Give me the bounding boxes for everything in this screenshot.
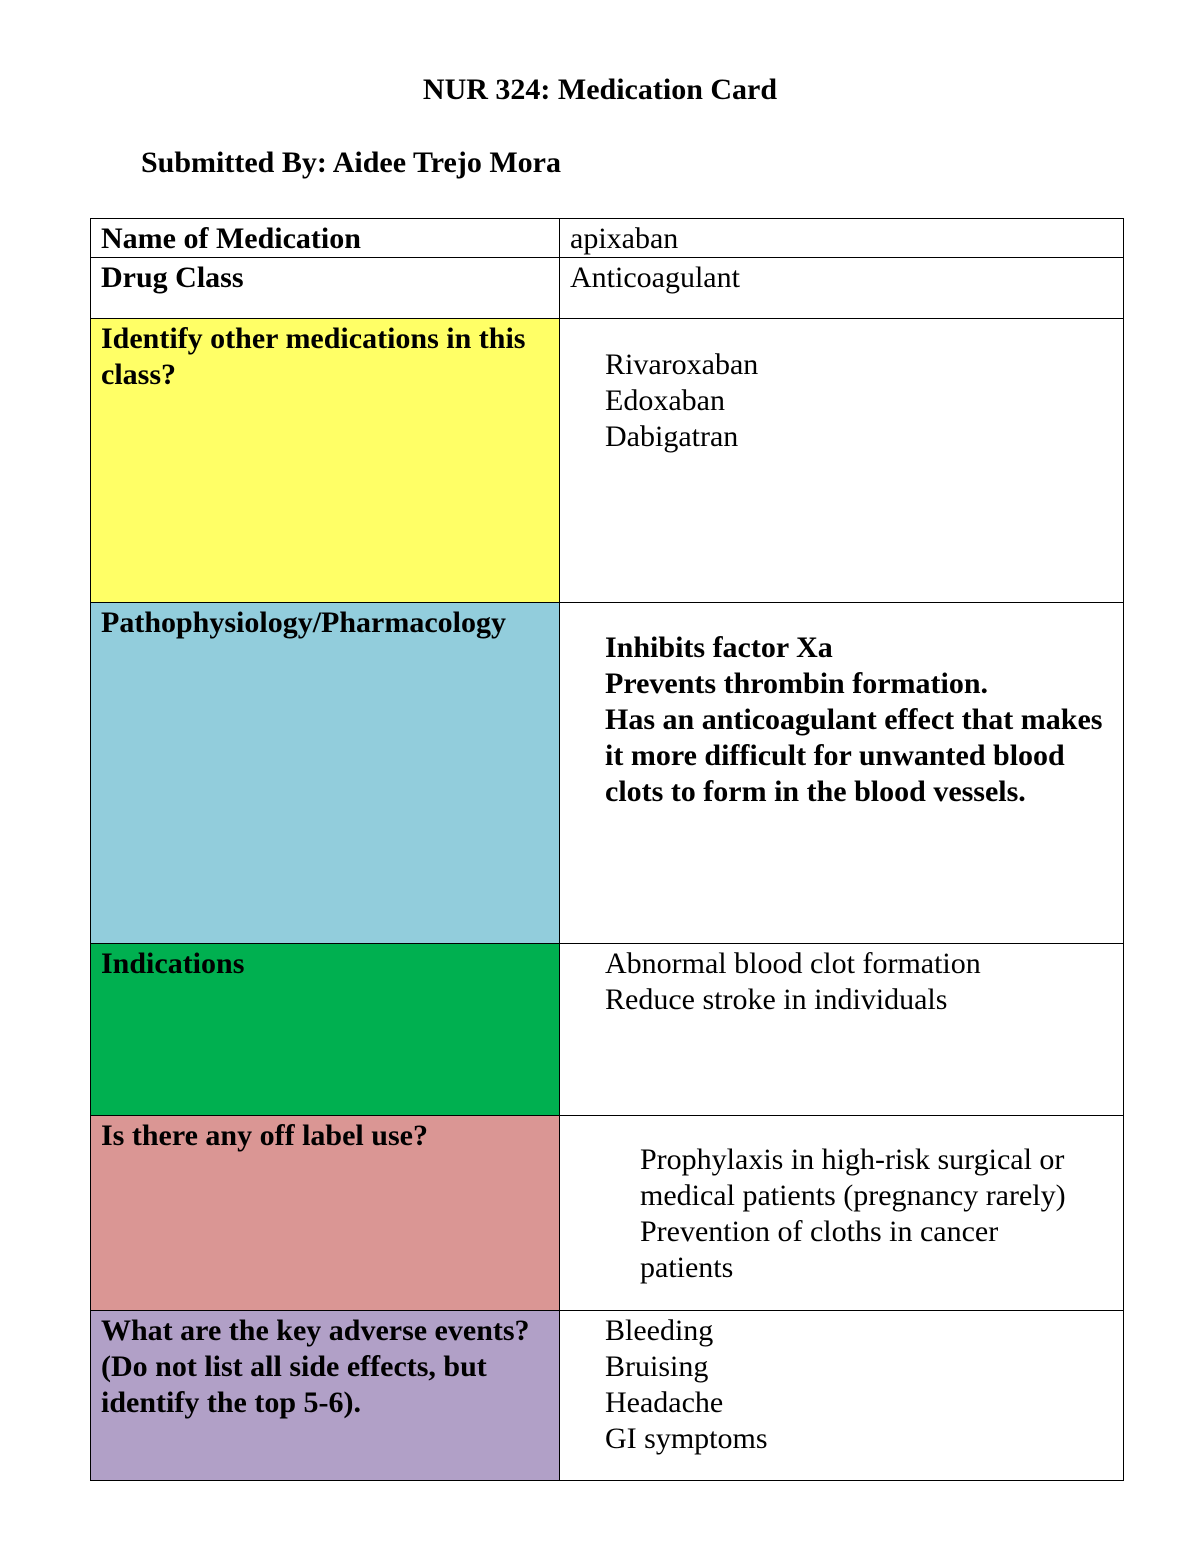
page-title: NUR 324: Medication Card bbox=[422, 73, 778, 106]
value-off-label-use bbox=[560, 1116, 1124, 1311]
value-name-of-medication: apixaban bbox=[560, 219, 1124, 258]
list-item: GI symptoms bbox=[605, 1422, 768, 1455]
table-row-pathophysiology bbox=[91, 603, 1124, 944]
label-indications: Indications bbox=[91, 944, 560, 1116]
list-item: Edoxaban bbox=[605, 384, 725, 417]
list-item: Headache bbox=[605, 1386, 724, 1419]
table-row-adverse-events bbox=[91, 1311, 1124, 1481]
table-row-name bbox=[91, 219, 1124, 258]
list-item: Bleeding bbox=[605, 1314, 714, 1347]
label-drug-class: Drug Class bbox=[91, 258, 560, 319]
list-item: Prevention of cloths in cancer patients bbox=[640, 1215, 999, 1284]
label-pathophysiology: Pathophysiology/Pharmacology bbox=[91, 603, 560, 944]
label-name-of-medication: Name of Medication bbox=[91, 219, 560, 258]
value-pathophysiology bbox=[560, 603, 1124, 944]
list-item: Abnormal blood clot formation bbox=[605, 947, 981, 980]
medication-card-table bbox=[90, 218, 1124, 1481]
list-item: Inhibits factor Xa bbox=[605, 631, 833, 664]
table-row-indications bbox=[91, 944, 1124, 1116]
value-adverse-events bbox=[560, 1311, 1124, 1481]
value-drug-class: Anticoagulant bbox=[560, 258, 1124, 319]
value-other-medications bbox=[560, 319, 1124, 603]
label-other-medications: Identify other medications in this class? bbox=[91, 319, 560, 603]
list-item: Prophylaxis in high-risk surgical or medical patients (pregnancy rarely) bbox=[640, 1143, 1066, 1212]
list-item: Bruising bbox=[605, 1350, 709, 1383]
list-item: Reduce stroke in individuals bbox=[605, 983, 948, 1016]
label-adverse-events: What are the key adverse events? (Do not list all side effects, but identify the top 5-6). bbox=[91, 1311, 560, 1481]
submitted-by: Submitted By: Aidee Trejo Mora bbox=[141, 146, 561, 179]
table-row-other-meds bbox=[91, 319, 1124, 603]
list-item: Prevents thrombin formation. bbox=[605, 667, 989, 700]
table-row-drug-class bbox=[91, 258, 1124, 319]
list-item: Rivaroxaban bbox=[605, 348, 759, 381]
list-item: Dabigatran bbox=[605, 420, 739, 453]
table-row-off-label bbox=[91, 1116, 1124, 1311]
list-item: Has an anticoagulant effect that makes it more difficult for unwanted blood clots to form in the blood vessels. bbox=[605, 703, 1103, 808]
value-indications bbox=[560, 944, 1124, 1116]
label-off-label-use: Is there any off label use? bbox=[91, 1116, 560, 1311]
